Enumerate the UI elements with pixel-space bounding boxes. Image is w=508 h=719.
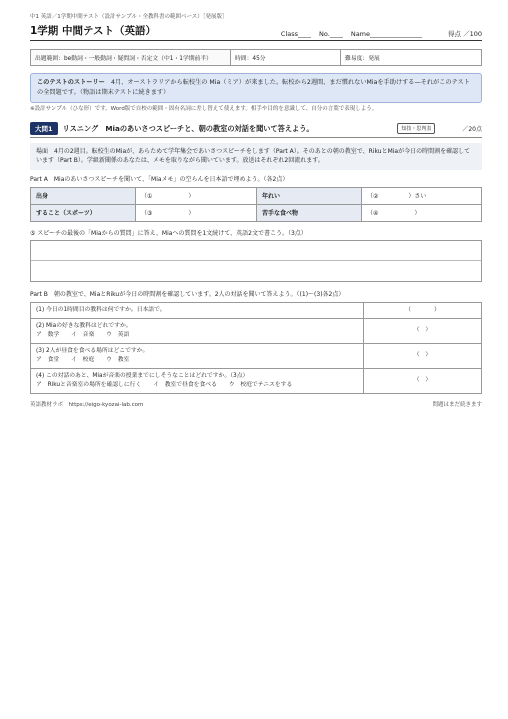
question-row [31,343,482,368]
footer-site-link[interactable]: 英語教材ラボ https://eigo-kyozai-lab.com [30,401,144,408]
question-row [31,302,482,318]
choice-option: イ 教室で昼食を食べる [153,381,217,388]
choice-option: ア Rikuと音楽室の場所を確認しに行く [36,381,142,388]
class-field[interactable]: Class____ [280,30,312,39]
answer-cell[interactable]: （ ） [364,302,482,318]
question-cell [31,343,364,368]
memo-label-age: 年れい [257,187,362,204]
exam-difficulty: 難易度：発展 [341,50,482,66]
skill-tag: 知技・思判表 [397,123,435,134]
exam-info-table [30,49,482,66]
name-field[interactable]: Name________________ [350,30,423,39]
header-note: 中1 英語／1学期中間テスト（設計サンプル・全教科書の範囲ベース）［発展版］ [30,14,228,20]
answer-line[interactable] [31,261,481,281]
choice-list [36,381,358,390]
mia-memo-table [30,187,482,222]
section1-badge: 大問1 [30,122,58,135]
story-heading: このテストのストーリー [37,79,105,87]
exam-time: 時間：45分 [231,50,341,66]
question-text: (2) Miaの好きな教科はどれですか。 [36,322,132,329]
section1-points: ／20点 [462,126,482,134]
exam-page [30,14,482,409]
memo-row [31,204,482,221]
choice-option: イ 校庭 [71,356,95,363]
question-row [31,368,482,393]
number-field[interactable]: No.____ [319,30,343,39]
question-5: ⑤ スピーチの最後の「Miaからの質問」に答え、Miaへの質問を1文続けて、英語2文で書こう。（3点） [30,229,307,237]
choice-option: イ 音楽 [71,331,95,338]
question-text: (1) 今日の1時間目の教科は何ですか。日本語で。 [36,306,166,313]
disclaimer-note: ※設計サンプル（ひな形）です。Word版で自校の範囲・固有名詞に差し替えて使えます。相手や目的を意識して、自分の言葉で表現しよう。 [30,105,378,112]
page-title: 1学期 中間テスト（英語） [30,25,157,38]
question-text: (4) この対話のあと、Miaが音楽の授業までにしそうなことはどれですか。（3点） [36,372,249,379]
answer-cell[interactable]: （ ） [364,318,482,343]
answer-cell[interactable]: （ ） [364,368,482,393]
page-footer [30,402,482,409]
choice-option: ア 数学 [36,331,60,338]
story-text: 4月、オーストラリアから転校生の Mia（ミア）が来ました。転校から2週間、まだ慣れないMiaを手助けする—それがこのテストの全問題です。（物語は期末テストに続きます） [37,79,470,97]
student-fields [281,29,482,38]
memo-answer-1[interactable]: （① ） [136,187,257,204]
part-b-question-table [30,302,482,394]
choice-option: ウ 教室 [106,356,130,363]
memo-label-origin: 出身 [31,187,136,204]
part-b-instruction: Part B 朝の教室で、MiaとRikuが今日の時間割を確認しています。2人の対話を聞いて答えよう。（(1)〜(3)各2点） [30,290,345,298]
memo-answer-2[interactable]: （② ）さい [362,187,482,204]
part-a-instruction: Part A Miaのあいさつスピーチを聞いて、「Miaメモ」の空らんを日本語で埋めよう。（各2点） [30,175,289,183]
scene-description: 場面 4月の2週目。転校生のMiaが、あらためて学年集会であいさつスピーチをします（Part A）。そのあとの朝の教室で、RikuとMiaが今日の時間割を確認しています（Part B）。学級新聞係のあなたは、メモを取りながら聞いています。放送はそれぞれ2回流れます。 [30,143,482,170]
memo-answer-4[interactable]: （④ ） [362,204,482,221]
choice-list [36,331,358,340]
question-cell [31,368,364,393]
title-row [30,23,482,41]
section1-header [30,122,482,138]
exam-scope: 出題範囲：be動詞・一般動詞・疑問詞・否定文（中1・1学期前半） [31,50,231,66]
question-text: (3) 2人が昼食を食べる場所はどこですか。 [36,347,149,354]
story-box [30,73,482,102]
choice-list [36,356,358,365]
section1-title: リスニング Miaのあいさつスピーチと、朝の教室の対話を聞いて答えよう。 [62,123,314,133]
score-field: 得点 ／100 [448,30,482,39]
question-row [31,318,482,343]
answer-cell[interactable]: （ ） [364,343,482,368]
memo-label-sport: すること（スポーツ） [31,204,136,221]
footer-continue-note: 問題はまだ続きます [432,401,482,408]
memo-row [31,187,482,204]
question-cell [31,302,364,318]
answer-writing-box[interactable] [30,240,482,282]
memo-answer-3[interactable]: （③ ） [136,204,257,221]
question-cell [31,318,364,343]
memo-label-food: 苦手な食べ物 [257,204,362,221]
answer-line[interactable] [31,241,481,261]
choice-option: ウ 英語 [106,331,130,338]
choice-option: ア 食堂 [36,356,60,363]
choice-option: ウ 校庭でテニスをする [228,381,293,388]
